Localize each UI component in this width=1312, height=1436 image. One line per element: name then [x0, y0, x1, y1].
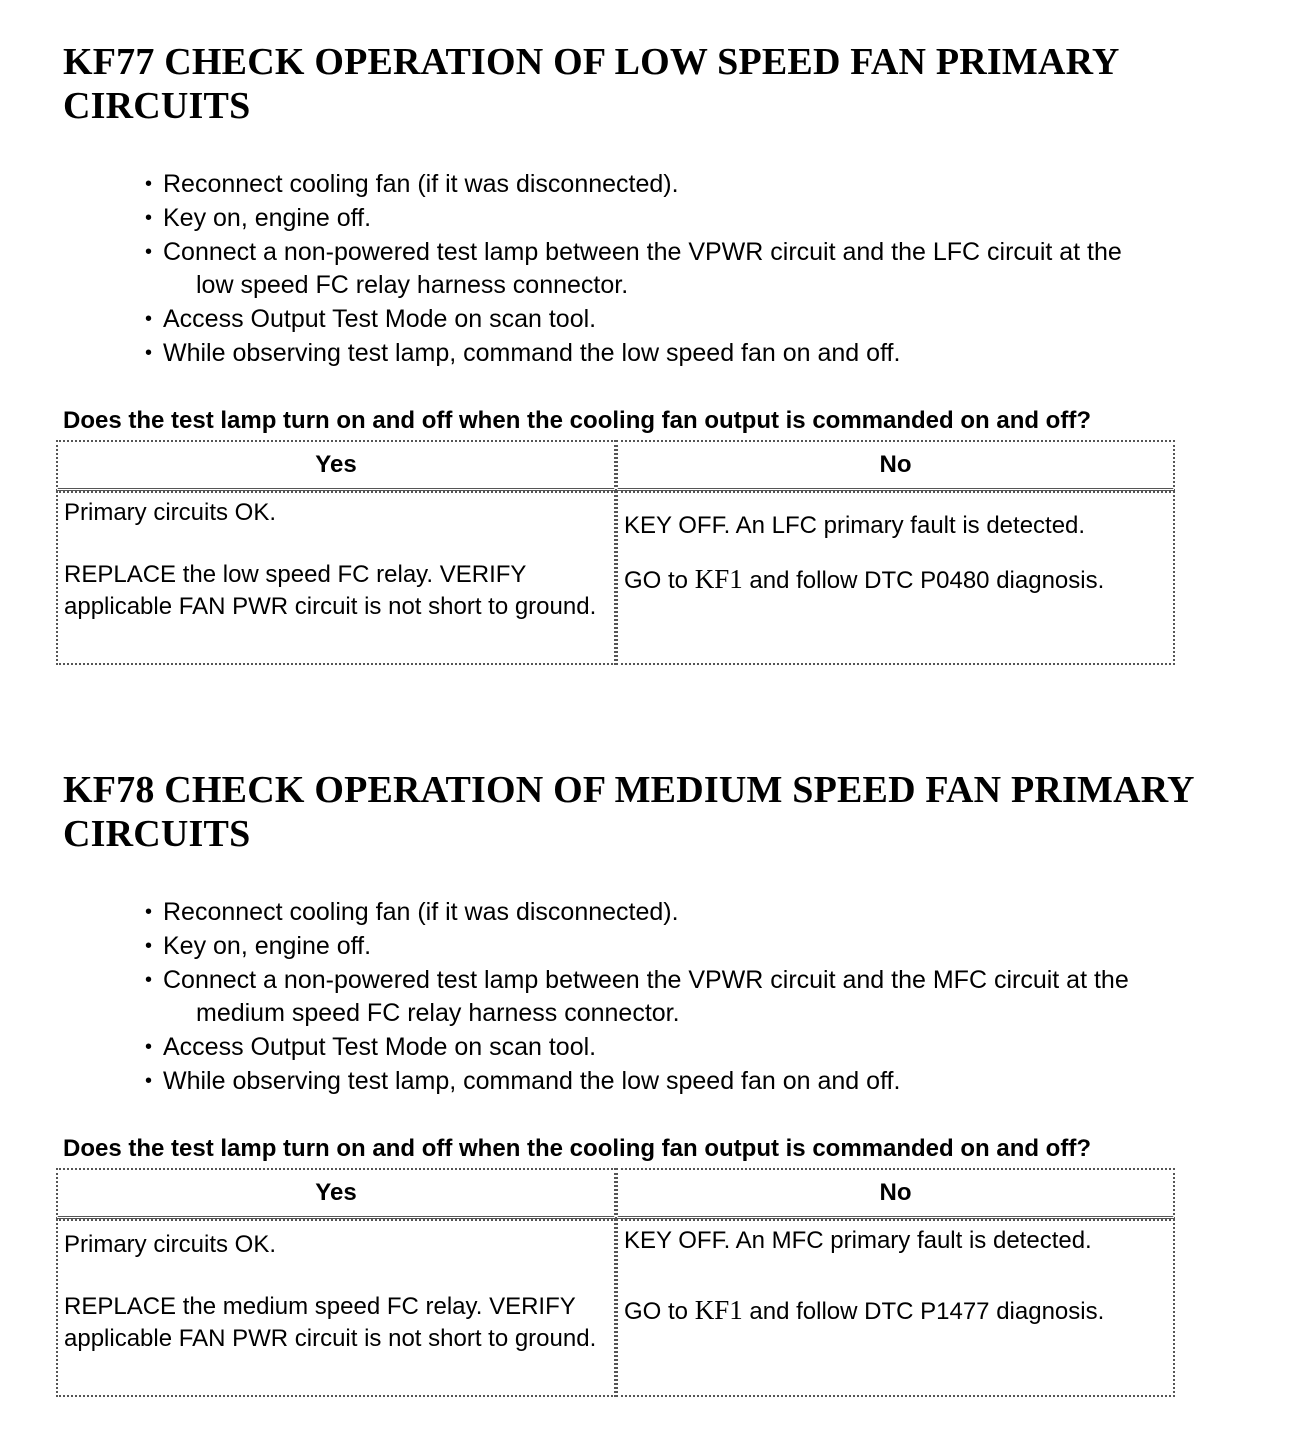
step-text: Access Output Test Mode on scan tool. [163, 1032, 597, 1061]
no-action [624, 562, 1167, 598]
no-result: KEY OFF. An LFC primary fault is detected. [624, 512, 1086, 539]
no-result: KEY OFF. An MFC primary fault is detected. [624, 1227, 1092, 1254]
step-item [145, 1031, 1265, 1064]
step-item [145, 337, 1265, 370]
yes-result: Primary circuits OK. [64, 499, 277, 526]
no-action-prefix: GO to [624, 567, 689, 594]
step-item [145, 236, 1265, 301]
step-text: While observing test lamp, command the low speed fan on and off. [163, 338, 901, 367]
yes-header: Yes [56, 440, 616, 491]
bullet-icon: • [145, 901, 153, 923]
test-question: Does the test lamp turn on and off when the cooling fan output is commanded on and off? [63, 1135, 1091, 1162]
step-item [145, 168, 1265, 201]
step-item [145, 930, 1265, 963]
no-header: No [616, 1168, 1175, 1219]
table-header-row [56, 440, 1175, 491]
bullet-icon: • [145, 173, 153, 195]
yes-action: REPLACE the medium speed FC relay. VERIFY applicable FAN PWR circuit is not short to ground. [64, 1293, 597, 1352]
procedure-steps [145, 168, 1265, 371]
result-table [56, 1168, 1175, 1397]
section-title: KF78 CHECK OPERATION OF MEDIUM SPEED FAN PRIMARY CIRCUITS [63, 769, 1194, 855]
no-action-suffix: and follow DTC P1477 diagnosis. [749, 1298, 1105, 1325]
no-action-prefix: GO to [624, 1298, 689, 1325]
kf1-link[interactable]: KF1 [694, 564, 743, 594]
section-title: KF77 CHECK OPERATION OF LOW SPEED FAN PRIMARY CIRCUITS [63, 41, 1119, 127]
procedure-steps [145, 896, 1265, 1099]
table-row [56, 1219, 1175, 1397]
step-text: Access Output Test Mode on scan tool. [163, 304, 597, 333]
table-row [56, 491, 1175, 665]
no-action [624, 1293, 1167, 1329]
step-item [145, 303, 1265, 336]
step-item [145, 964, 1265, 1029]
bullet-icon: • [145, 241, 153, 263]
yes-action: REPLACE the low speed FC relay. VERIFY applicable FAN PWR circuit is not short to ground. [64, 561, 597, 620]
step-text: Key on, engine off. [163, 932, 372, 960]
step-text: Key on, engine off. [163, 204, 372, 232]
table-header-row [56, 1168, 1175, 1219]
yes-cell [56, 491, 616, 665]
step-continuation: medium speed FC relay harness connector. [196, 998, 680, 1027]
kf1-link[interactable]: KF1 [694, 1295, 743, 1325]
step-item [145, 1065, 1265, 1098]
result-table [56, 440, 1175, 665]
step-text: Reconnect cooling fan (if it was disconnected). [163, 170, 679, 198]
bullet-icon: • [145, 307, 153, 330]
bullet-icon: • [145, 341, 153, 364]
bullet-icon: • [145, 1069, 153, 1092]
step-text: Connect a non-powered test lamp between the VPWR circuit and the LFC circuit at the [163, 238, 1122, 266]
yes-result: Primary circuits OK. [64, 1231, 277, 1258]
bullet-icon: • [145, 1035, 153, 1058]
yes-cell [56, 1219, 616, 1397]
yes-header: Yes [56, 1168, 616, 1219]
no-action-suffix: and follow DTC P0480 diagnosis. [749, 567, 1105, 594]
bullet-icon: • [145, 207, 153, 229]
no-cell [616, 1219, 1175, 1397]
step-text: While observing test lamp, command the low speed fan on and off. [163, 1066, 901, 1095]
step-continuation: low speed FC relay harness connector. [196, 270, 629, 299]
step-item [145, 896, 1265, 929]
step-item [145, 202, 1265, 235]
bullet-icon: • [145, 969, 153, 991]
bullet-icon: • [145, 935, 153, 957]
no-header: No [616, 440, 1175, 491]
no-cell [616, 491, 1175, 665]
test-question: Does the test lamp turn on and off when the cooling fan output is commanded on and off? [63, 407, 1091, 434]
step-text: Reconnect cooling fan (if it was disconnected). [163, 898, 679, 926]
step-text: Connect a non-powered test lamp between the VPWR circuit and the MFC circuit at the [163, 966, 1129, 994]
